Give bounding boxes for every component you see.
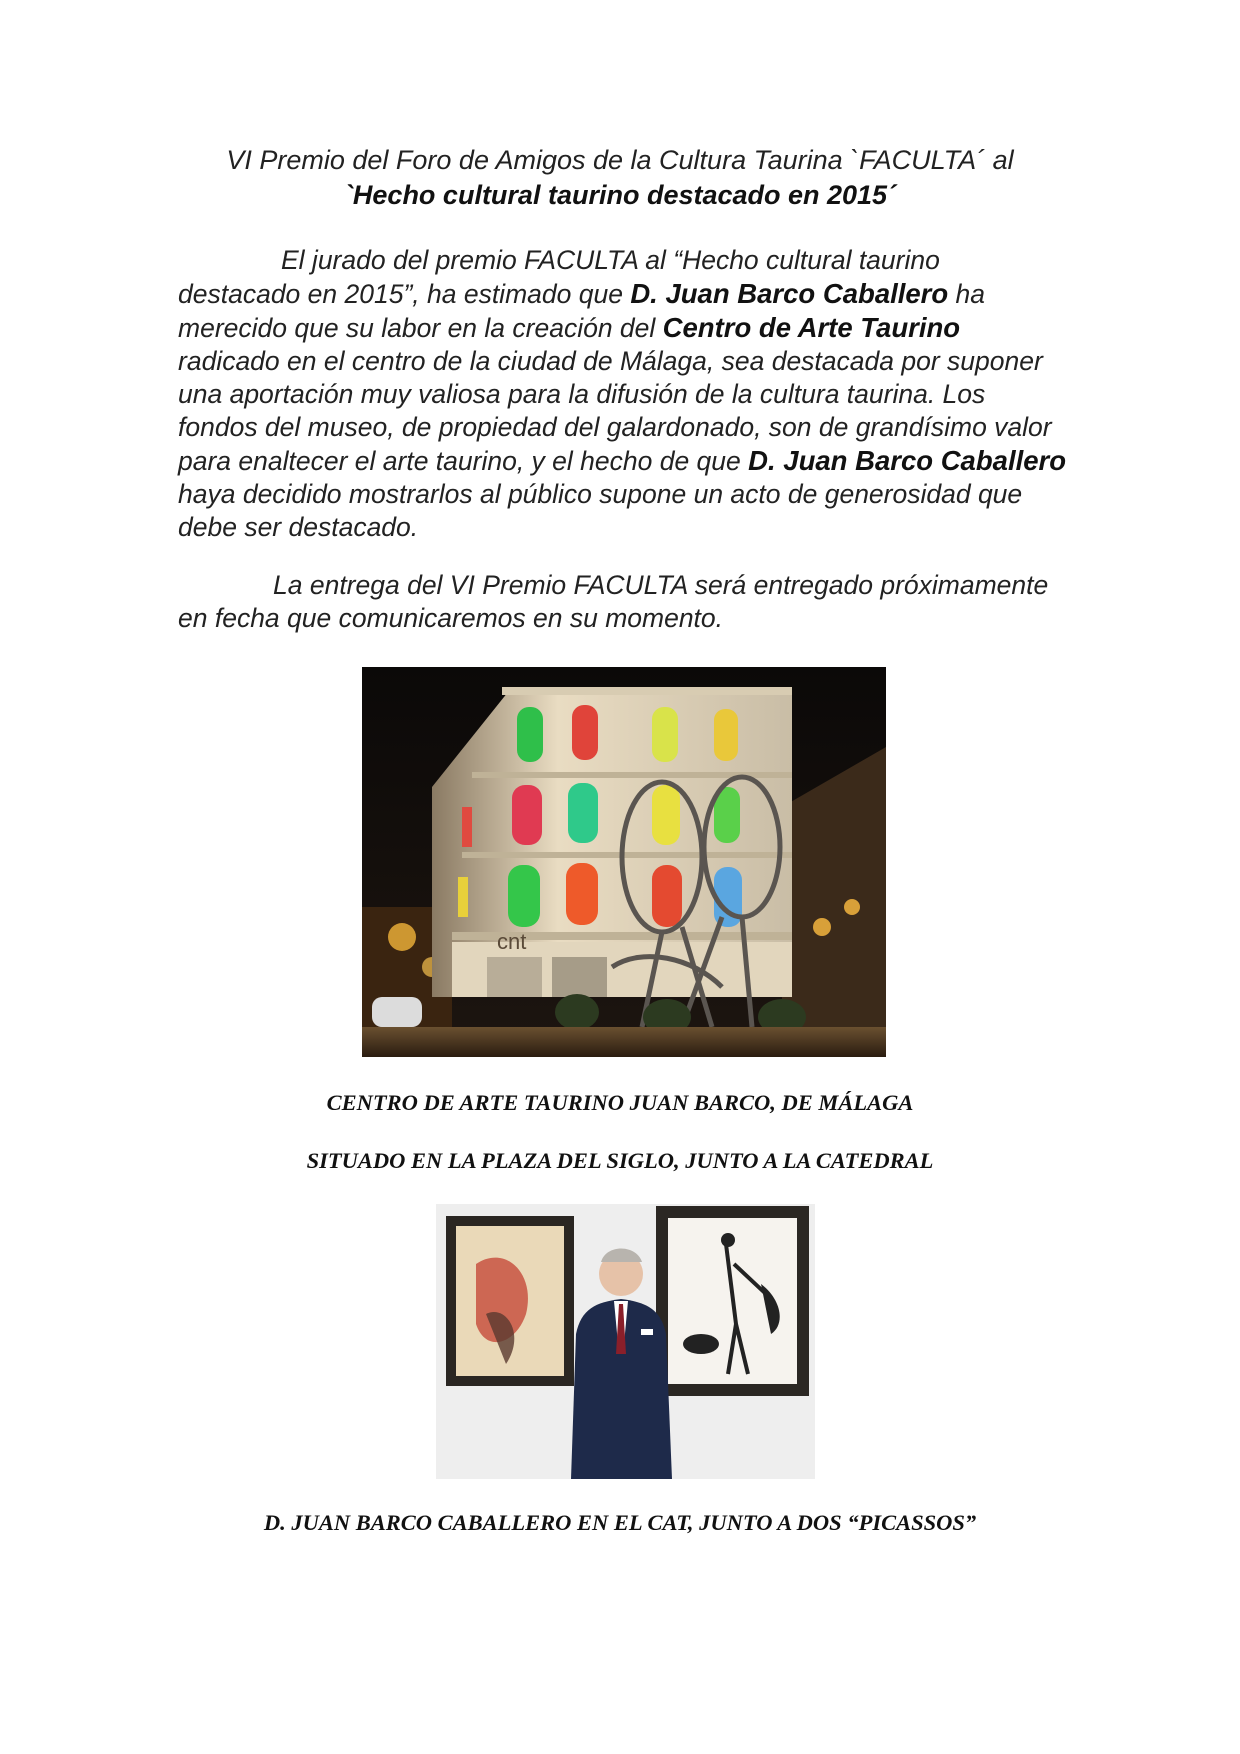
paragraph-delivery: La entrega del VI Premio FACULTA será entregado próximamente en fecha que comunicaremos en su momento. — [178, 570, 1049, 633]
caption-centro: CENTRO DE ARTE TAURINO JUAN BARCO, DE MÁLAGA — [326, 1090, 914, 1115]
paragraph-text: radicado en el centro de la ciudad de Málaga, sea destacada por suponer una aportación muy valiosa para la difusión de la cultura taurina. Los fondos del museo, de propiedad del galardonado, son de grandísimo valor para enaltecer el arte taurino, y el hecho de que — [178, 346, 1052, 476]
paragraph-text: ha merecido que su labor en la creación del — [178, 279, 986, 343]
title-line-2: `Hecho cultural taurino destacado en 2015´ — [343, 180, 897, 210]
bold-name: D. Juan Barco Caballero — [630, 278, 949, 309]
caption-portrait: D. JUAN BARCO CABALLERO EN EL CAT, JUNTO A DOS “PICASSOS” — [263, 1510, 977, 1535]
title-line-1: VI Premio del Foro de Amigos de la Cultura Taurina `FACULTA´ al — [226, 145, 1014, 175]
paragraph-text: El jurado del premio FACULTA al “Hecho cultural taurino destacado en 2015”, ha estimado que — [178, 245, 940, 309]
portrait-photo — [436, 1204, 815, 1479]
building-photo — [362, 667, 886, 1057]
paragraph-jury — [178, 244, 1066, 544]
building-sign: cnt — [497, 929, 527, 954]
bold-centro: Centro de Arte Taurino — [662, 312, 961, 343]
paragraph-text: haya decidido mostrarlos al público supone un acto de generosidad que debe ser destacado. — [178, 479, 1023, 542]
caption-plaza: SITUADO EN LA PLAZA DEL SIGLO, JUNTO A LA CATEDRAL — [306, 1148, 934, 1173]
bold-name: D. Juan Barco Caballero — [748, 445, 1067, 476]
